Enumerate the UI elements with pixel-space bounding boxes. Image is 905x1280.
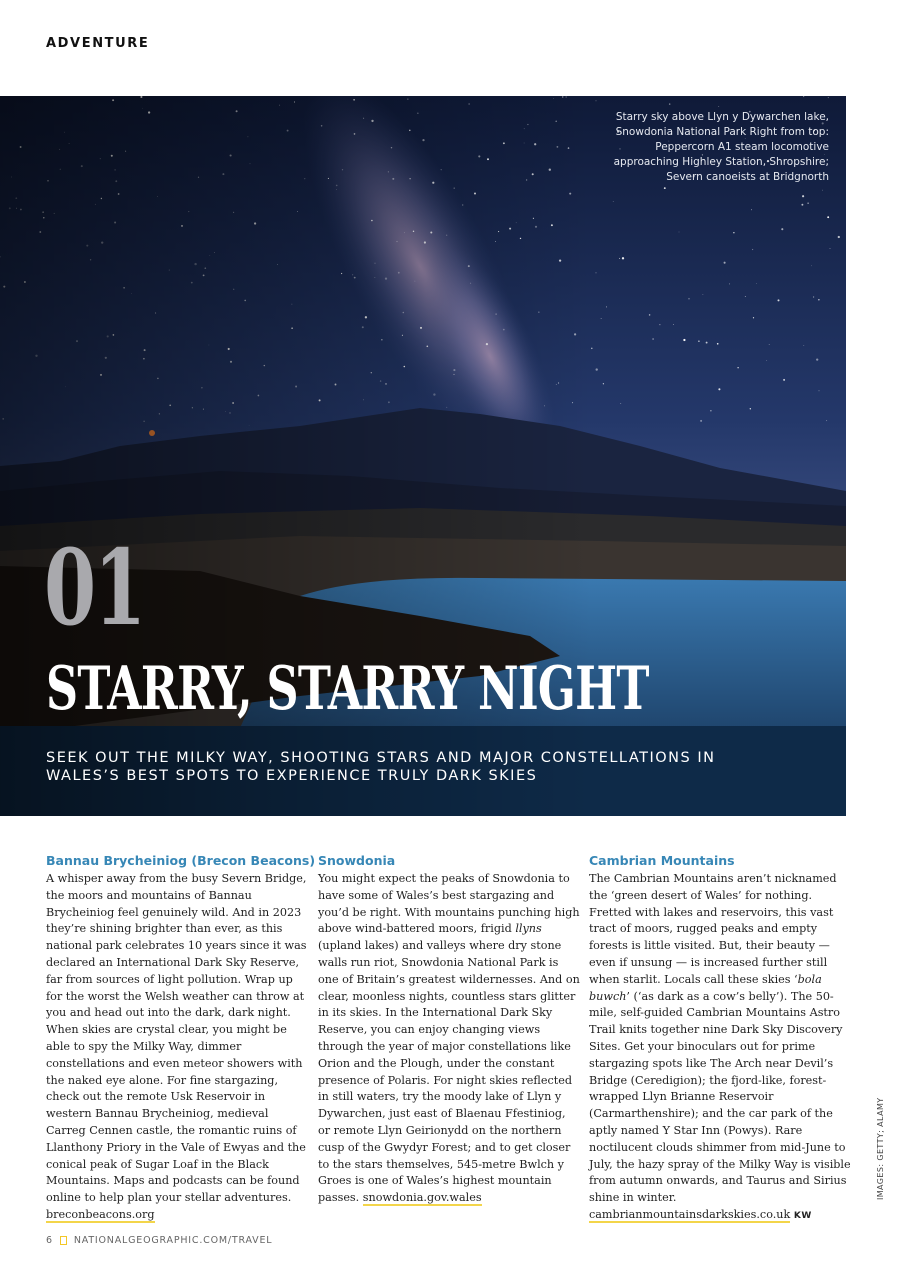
page-subtitle: SEEK OUT THE MILKY WAY, SHOOTING STARS AND MAJOR CONSTELLATIONS IN WALES’S BEST SPOTS TO EXPERIENCE TRULY DARK SKIES	[46, 750, 716, 784]
page-footer	[46, 1235, 272, 1246]
photo-caption: Starry sky above Llyn y Dywarchen lake, Snowdonia National Park Right from top: Peppercorn A1 steam locomotive approaching Highley Station, Shropshire; Severn canoeists at Bridgnorth	[613, 111, 829, 183]
website-link[interactable]: cambrianmountainsdarkskies.co.uk	[589, 1207, 791, 1221]
column-cambrian	[589, 852, 851, 1225]
column-body	[589, 871, 851, 1225]
column-body	[318, 871, 580, 1207]
website-link[interactable]: snowdonia.gov.wales	[362, 1191, 482, 1205]
footer-site: NATIONALGEOGRAPHIC.COM/TRAVEL	[73, 1235, 273, 1246]
column-heading: Bannau Brycheiniog (Brecon Beacons)	[46, 853, 316, 868]
section-label: ADVENTURE	[46, 36, 150, 51]
body-text: A whisper away from the busy Severn Bridge, the moors and mountains of Bannau Brycheiniog feel genuinely wild. And in 2023 they’re shining brighter than ever, as this national park celebrates 10 years since it was declared an International Dark Sky Reserve, far from sources of light pollution. Wrap up for the worst the Welsh weather can throw at you and head out into the dark, dark night. When skies are crystal clear, you might be able to spy the Milky Way, dimmer constellations and even meteor showers with the naked eye alone. For fine stargazing, check out the remote Usk Reservoir in western Bannau Brycheiniog, medieval Carreg Cennen castle, the romantic ruins of Llanthony Priory in the Vale of Ewyas and the conical peak of Sugar Loaf in the Black Mountains. Maps and podcasts can be found online to help plan your stellar adventures.	[46, 872, 307, 1205]
website-link[interactable]: breconbeacons.org	[46, 1207, 155, 1221]
image-credit: IMAGES: GETTY; ALAMY	[876, 1097, 885, 1200]
author-initials: KW	[793, 1210, 812, 1221]
body-text: ’ (‘as dark as a cow’s belly’). The 50-mile, self-guided Cambrian Mountains Astro Trail knits together nine Dark Sky Discovery Sites. Get your binoculars out for prime stargazing spots like The Arch near Devil’s Bridge (Ceredigion); the fjord-like, forest-wrapped Llyn Brianne Reservoir (Carmarthenshire); and the car park of the aptly named Y Star Inn (Powys). Rare noctilucent clouds shimmer from mid-June to July, the hazy spray of the Milky Way is visible from autumn onwards, and Taurus and Sirius shine in winter.	[589, 989, 851, 1205]
body-text: (upland lakes) and valleys where dry stone walls run riot, Snowdonia National Park is one of Britain’s greatest wildernesses. And on clear, moonless nights, countless stars glitter in its skies. In the International Dark Sky Reserve, you can enjoy changing views through the year of major constellations like Orion and the Plough, under the constant presence of Polaris. For night skies reflected in still waters, try the moody lake of Llyn y Dywarchen, just east of Blaenau Ffestiniog, or remote Llyn Geirionydd on the northern cusp of the Gwydyr Forest; and to get closer to the stars themselves, 545-metre Bwlch y Groes is one of Wales’s highest mountain passes.	[318, 939, 580, 1205]
page-title: STARRY, STARRY NIGHT	[46, 654, 649, 724]
body-emphasis: llyns	[515, 922, 542, 936]
body-emphasis: bola buwch	[589, 972, 822, 1003]
column-heading: Snowdonia	[318, 853, 396, 868]
hero-photo	[0, 96, 846, 816]
page-number: 6	[46, 1235, 53, 1246]
feature-number: 01	[44, 526, 144, 649]
column-brecon	[46, 852, 316, 1224]
column-heading: Cambrian Mountains	[589, 853, 735, 868]
body-text: The Cambrian Mountains aren’t nicknamed the ‘green desert of Wales’ for nothing. Fretted with lakes and reservoirs, this vast tract of moors, rugged peaks and empty forests is little visited. But, their beauty — even if unsung — is increased further still when starlit. Locals call these skies ‘	[589, 872, 837, 986]
column-snowdonia	[318, 852, 580, 1207]
nat-geo-logo-icon	[60, 1236, 67, 1245]
body-text: You might expect the peaks of Snowdonia to have some of Wales’s best stargazing and you’d be right. With mountains punching high above wind-battered moors, frigid	[318, 872, 580, 936]
column-body	[46, 871, 308, 1224]
